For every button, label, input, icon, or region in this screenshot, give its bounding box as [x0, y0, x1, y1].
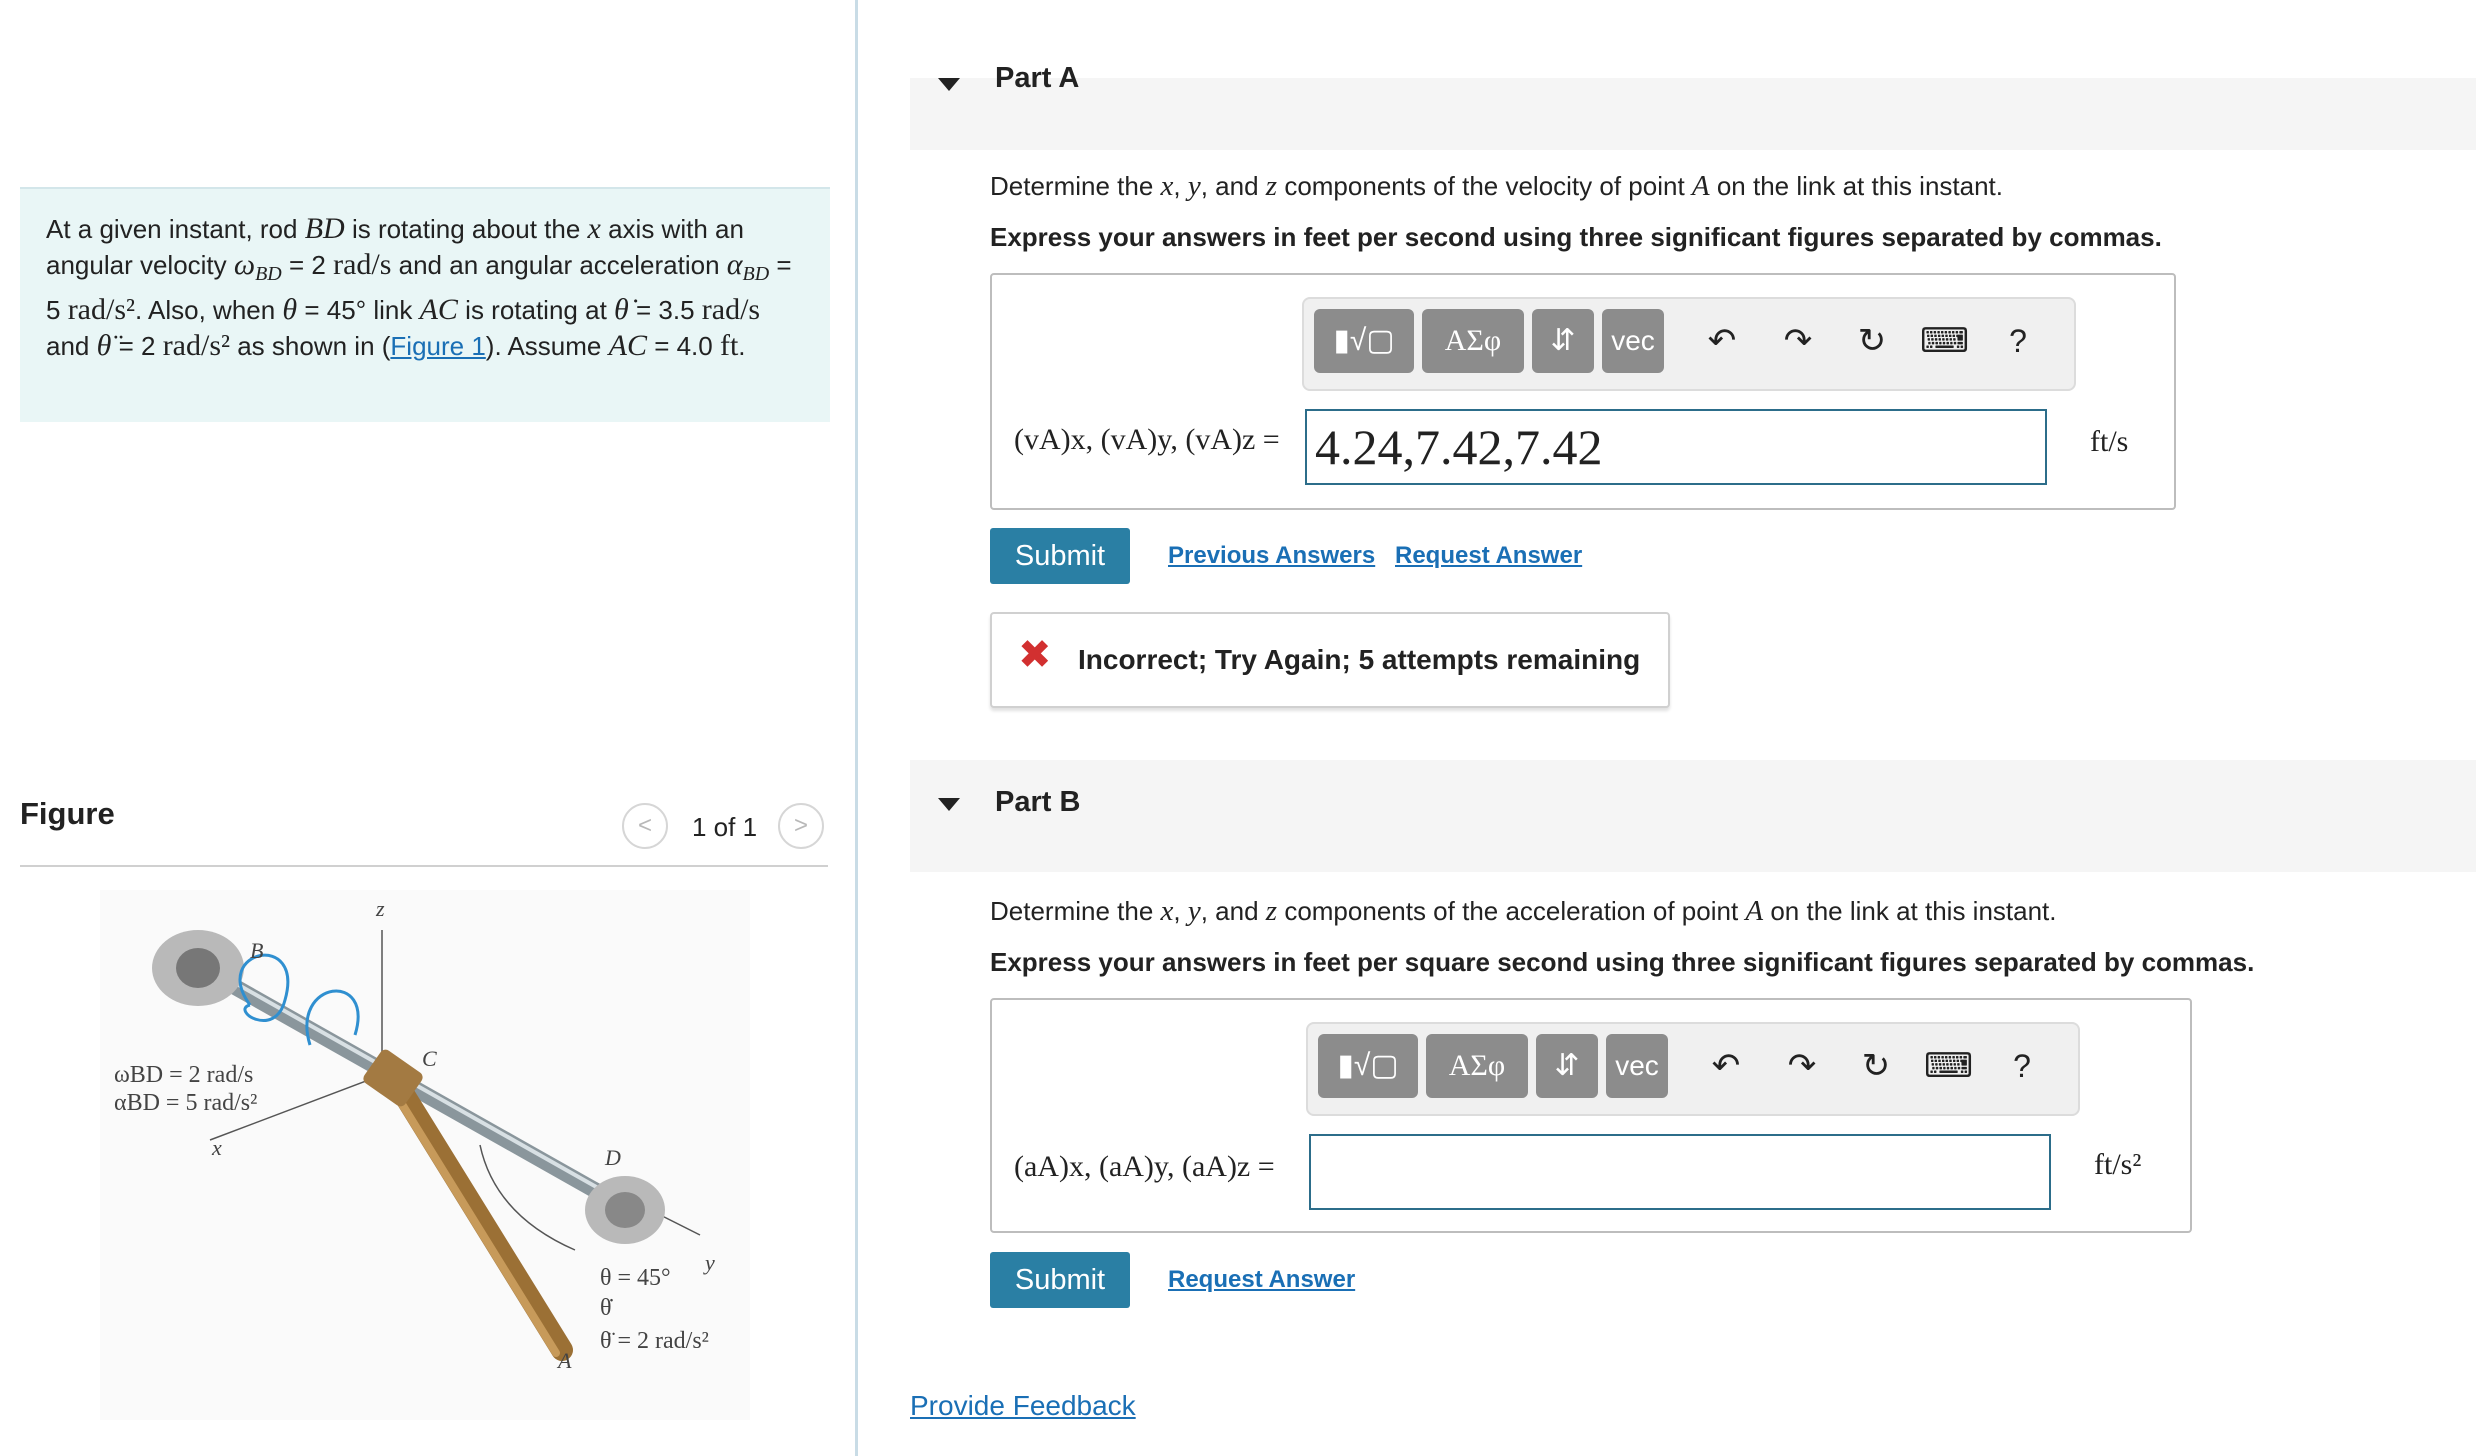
reset-icon[interactable]: ↻	[1857, 322, 1887, 360]
label-y: y	[705, 1250, 715, 1275]
greek-button[interactable]	[1426, 1034, 1528, 1098]
keyboard-icon[interactable]: ⌨	[1920, 322, 1970, 360]
templates-button[interactable]	[1318, 1034, 1418, 1098]
problem-statement	[20, 187, 830, 422]
problem-text: = 2	[281, 250, 334, 280]
math-x: x	[1160, 170, 1174, 202]
keyboard-icon[interactable]: ⌨	[1924, 1047, 1974, 1085]
math-y: y	[1187, 170, 1201, 202]
math-axis: x	[587, 212, 601, 245]
problem-text: and an angular acceleration	[391, 250, 727, 280]
greek-icon: ΑΣφ	[1444, 324, 1502, 357]
arrows-icon: ⇵	[1550, 324, 1576, 357]
part-a-request-answer-link[interactable]: Request Answer	[1395, 542, 1583, 569]
greek-button[interactable]	[1422, 309, 1524, 373]
math-theta-dot: θ̇	[614, 293, 629, 327]
prompt-text: , and	[1200, 896, 1266, 926]
math-point-a: A	[1745, 895, 1764, 927]
part-b-prompt	[990, 895, 2057, 928]
problem-text: and	[46, 331, 97, 362]
problem-text: is rotating at	[457, 295, 615, 326]
arrows-button[interactable]	[1536, 1034, 1598, 1098]
math-y: y	[1187, 895, 1201, 927]
problem-text: as shown in (	[230, 331, 391, 362]
figure-diagram	[100, 890, 750, 1420]
bearing-d-hub	[605, 1192, 645, 1228]
problem-text: axis with an angular velocity	[46, 214, 744, 280]
part-a-instruction: Express your answers in feet per second using three significant figures separated by commas.	[990, 222, 2162, 252]
math-unit: rad/s	[333, 248, 392, 281]
part-b-request-answer-link[interactable]: Request Answer	[1168, 1266, 1356, 1293]
problem-text: .	[738, 331, 746, 362]
panel-divider[interactable]	[855, 0, 858, 1456]
previous-answers-link[interactable]: Previous Answers	[1168, 542, 1376, 569]
undo-icon[interactable]: ↶	[1711, 1047, 1741, 1085]
part-b-answer-input[interactable]	[1309, 1134, 2051, 1210]
redo-icon[interactable]: ↷	[1787, 1047, 1817, 1085]
math-toolbar	[1306, 1022, 2080, 1116]
figure-link[interactable]: Figure 1	[390, 331, 486, 362]
math-alpha: α	[726, 248, 743, 281]
part-a-unit: ft/s	[2090, 425, 2129, 458]
label-x: x	[212, 1135, 222, 1160]
problem-text: . Also, when	[135, 295, 283, 326]
prompt-text: on the link at this instant.	[1763, 896, 2057, 926]
figure-title: Figure	[20, 796, 115, 831]
math-unit: rad/s	[701, 293, 761, 327]
part-a-answer-box	[990, 273, 2176, 510]
greek-icon: ΑΣφ	[1448, 1049, 1506, 1082]
figure-prev-button[interactable]	[622, 803, 668, 849]
collapse-caret-icon	[938, 798, 960, 811]
prompt-text: components of the velocity of point	[1277, 171, 1692, 201]
redo-icon[interactable]: ↷	[1783, 322, 1813, 360]
label-theta-ddot: θ̈ = 2 rad/s²	[600, 1328, 709, 1354]
templates-button[interactable]	[1314, 309, 1414, 373]
math-theta: θ	[282, 293, 298, 327]
part-b-equation-label: (aA)x, (aA)y, (aA)z =	[1014, 1150, 1275, 1183]
math-ac: AC	[608, 329, 647, 363]
problem-text: is rotating about the	[344, 214, 588, 244]
math-z: z	[1265, 170, 1278, 202]
part-b-header[interactable]	[910, 760, 2476, 872]
label-theta: θ = 45°	[600, 1265, 671, 1291]
label-b: B	[250, 938, 264, 963]
prompt-text: ,	[1173, 171, 1188, 201]
math-x: x	[1160, 895, 1174, 927]
part-b-unit: ft/s²	[2094, 1148, 2142, 1181]
math-unit: rad/s²	[67, 293, 135, 327]
problem-text: = 45° link	[297, 295, 420, 326]
chevron-right-icon: >	[793, 812, 808, 839]
math-rod: BD	[304, 212, 345, 245]
label-d: D	[605, 1145, 621, 1170]
arrows-button[interactable]	[1532, 309, 1594, 373]
prompt-text: components of the acceleration of point	[1277, 896, 1746, 926]
math-unit: ft	[719, 329, 739, 363]
problem-text: ). Assume	[485, 331, 609, 362]
vec-label: vec	[1615, 1050, 1659, 1081]
problem-text: At a given instant, rod	[46, 214, 305, 244]
feedback-text: Incorrect; Try Again; 5 attempts remaining	[1078, 644, 1641, 675]
provide-feedback-link[interactable]: Provide Feedback	[910, 1390, 1136, 1421]
reset-icon[interactable]: ↻	[1861, 1047, 1891, 1085]
help-icon[interactable]: ?	[2013, 1048, 2031, 1084]
math-z: z	[1265, 895, 1278, 927]
error-x-icon: ✖	[1018, 633, 1052, 677]
math-point-a: A	[1691, 170, 1710, 202]
figure-image[interactable]	[100, 890, 750, 1420]
math-sub: BD	[255, 263, 282, 286]
vec-button[interactable]	[1602, 309, 1664, 373]
label-theta-dot: θ̇	[600, 1295, 612, 1321]
collapse-caret-icon	[938, 78, 960, 91]
part-b-instruction: Express your answers in feet per square second using three significant figures separated by commas.	[990, 947, 2255, 977]
part-a-answer-input[interactable]	[1305, 409, 2047, 485]
arrows-icon: ⇵	[1554, 1049, 1580, 1082]
templates-icon: ▮√▢	[1337, 1049, 1399, 1082]
feedback-message	[990, 612, 1670, 708]
part-a-submit-button[interactable]: Submit	[990, 528, 1130, 584]
math-link: AC	[419, 293, 458, 327]
rod-bd	[205, 970, 630, 1210]
undo-icon[interactable]: ↶	[1707, 322, 1737, 360]
part-a-label: Part A	[995, 62, 1080, 94]
vec-button[interactable]	[1606, 1034, 1668, 1098]
part-b-submit-button[interactable]: Submit	[990, 1252, 1130, 1308]
prompt-text: Determine the	[990, 171, 1161, 201]
math-theta-ddot: θ̈	[96, 329, 112, 363]
prompt-text: ,	[1173, 896, 1188, 926]
math-sub: BD	[742, 263, 770, 286]
part-a-prompt	[990, 170, 2003, 203]
math-unit: rad/s²	[162, 329, 230, 363]
part-a-equation-label: (vA)x, (vA)y, (vA)z =	[1014, 423, 1280, 456]
bearing-b-hub	[176, 948, 220, 988]
figure-divider	[20, 865, 828, 867]
chevron-left-icon: <	[637, 812, 652, 839]
figure-pager: 1 of 1	[692, 812, 758, 842]
label-a: A	[558, 1348, 572, 1373]
prompt-text: on the link at this instant.	[1709, 171, 2003, 201]
label-omega: ωBD = 2 rad/s	[114, 1062, 254, 1088]
prompt-text: Determine the	[990, 896, 1161, 926]
help-icon[interactable]: ?	[2009, 323, 2027, 359]
label-alpha: αBD = 5 rad/s²	[114, 1090, 258, 1116]
problem-text: = 3.5	[628, 295, 702, 326]
prompt-text: , and	[1200, 171, 1266, 201]
label-z: z	[376, 896, 385, 921]
vec-label: vec	[1611, 325, 1655, 356]
part-b-label: Part B	[995, 786, 1081, 818]
templates-icon: ▮√▢	[1333, 324, 1395, 357]
math-toolbar	[1302, 297, 2076, 391]
problem-text: = 4.0	[646, 331, 720, 362]
part-a-header[interactable]	[910, 62, 2476, 150]
figure-next-button[interactable]	[778, 803, 824, 849]
part-b-answer-box	[990, 998, 2192, 1233]
problem-text: = 5	[46, 250, 792, 326]
label-c: C	[422, 1046, 437, 1071]
problem-text: = 2	[111, 331, 163, 362]
math-omega: ω	[233, 248, 256, 281]
